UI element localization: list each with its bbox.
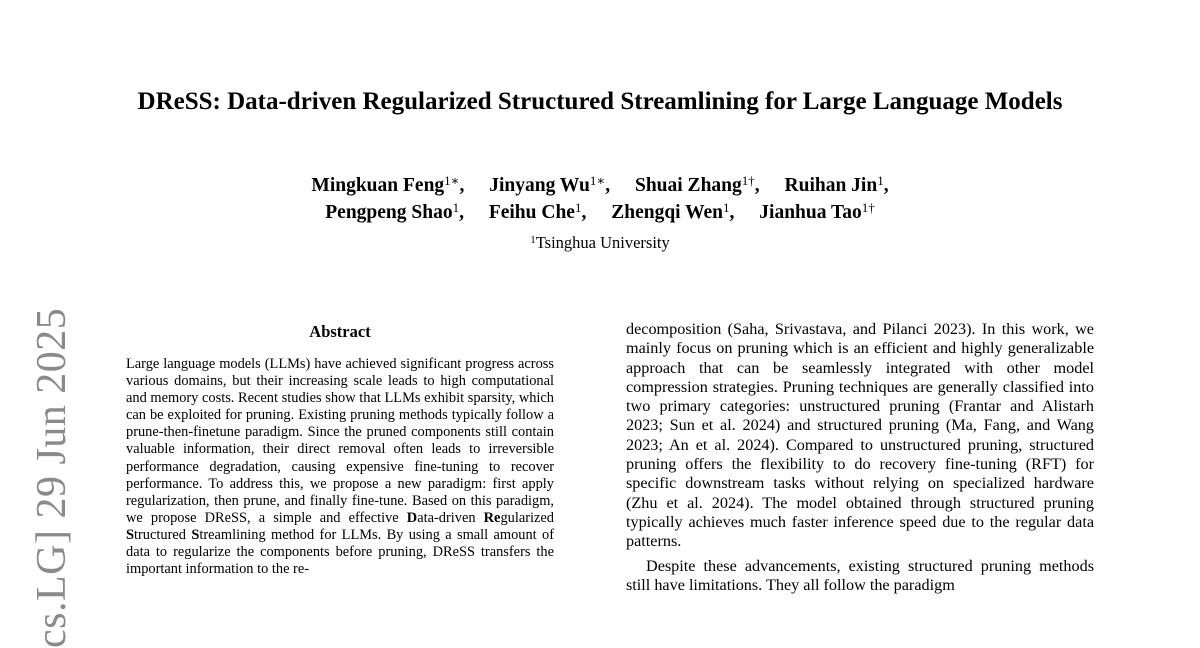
author: Ruihan Jin$^1$, [784, 173, 889, 196]
author: Jinyang $Wu^{1∗}$, [489, 173, 611, 196]
abstract-body: Large language models (LLMs) have achieved significant progress across various domains, but their increasing scale leads to high computational and memory costs. Recent studies show that LLMs exhibit sparsity, which can be exploited for pruning. Existing pruning methods typically follow a prune-then-finetune paradigm. Since the pruned components still contain valuable information, their direct removal often leads to irreversible performance degradation, causing expensive fine-tuning to recover performance. To address this, we propose a new paradigm: first apply regularization, then prune, and finally fine-tune. Based on this paradigm, we propose DReSS, a simple and effective Data-driven Regularized Structured Streamlining method for LLMs. By using a small amount of data to regularize the components before pruning, DReSS transfers the important information to the re- [126, 356, 554, 578]
author: Zhengqi Wen$^1$, [611, 200, 735, 223]
authors-line-1 [150, 172, 1050, 199]
body-paragraph: Despite these advancements, existing structured pruning methods still have limitations. They all follow the paradigm [626, 556, 1094, 594]
body-paragraph: decomposition (Saha, Srivastava, and Pilanci 2023). In this work, we mainly focus on pruning which is an efficient and highly generalizable approach that can be seamlessly integrated with other model compression strategies. Pruning techniques are generally classified into two primary categories: unstructured pruning (Frantar and Alistarh 2023; Sun et al. 2024) and structured pruning (Ma, Fang, and Wang 2023; An et al. 2024). Compared to unstructured pruning, structured pruning offers the flexibility to do recovery fine-tuning (RFT) for specific downstream tasks without relying on specialized hardware (Zhu et al. 2024). The model obtained through structured pruning typically achieves much faster inference speed due to the regular data patterns. [626, 320, 1094, 551]
author: Pengpeng Shao$^1$, [325, 200, 464, 223]
affiliation: $^1$Tsinghua University [530, 233, 670, 252]
author: Shuai Zhang$^{1\dagger}$, [634, 173, 760, 196]
paper-title: DReSS: Data-driven Regularized Structured Streamlining for Large Language Models [137, 88, 1063, 115]
abstract-heading: Abstract [309, 322, 371, 341]
body-column-right [626, 320, 1094, 595]
arxiv-side-stamp: cs.LG] 29 Jun 2025 [29, 307, 75, 648]
authors-line-2 [150, 199, 1050, 226]
author: Mingkuan Feng$^{1∗}$, [311, 173, 465, 196]
author: Jianhua Tao$^{1\dagger}$ [759, 200, 875, 223]
author-list [150, 172, 1050, 226]
author: Feihu Che$^1$, [488, 200, 587, 223]
